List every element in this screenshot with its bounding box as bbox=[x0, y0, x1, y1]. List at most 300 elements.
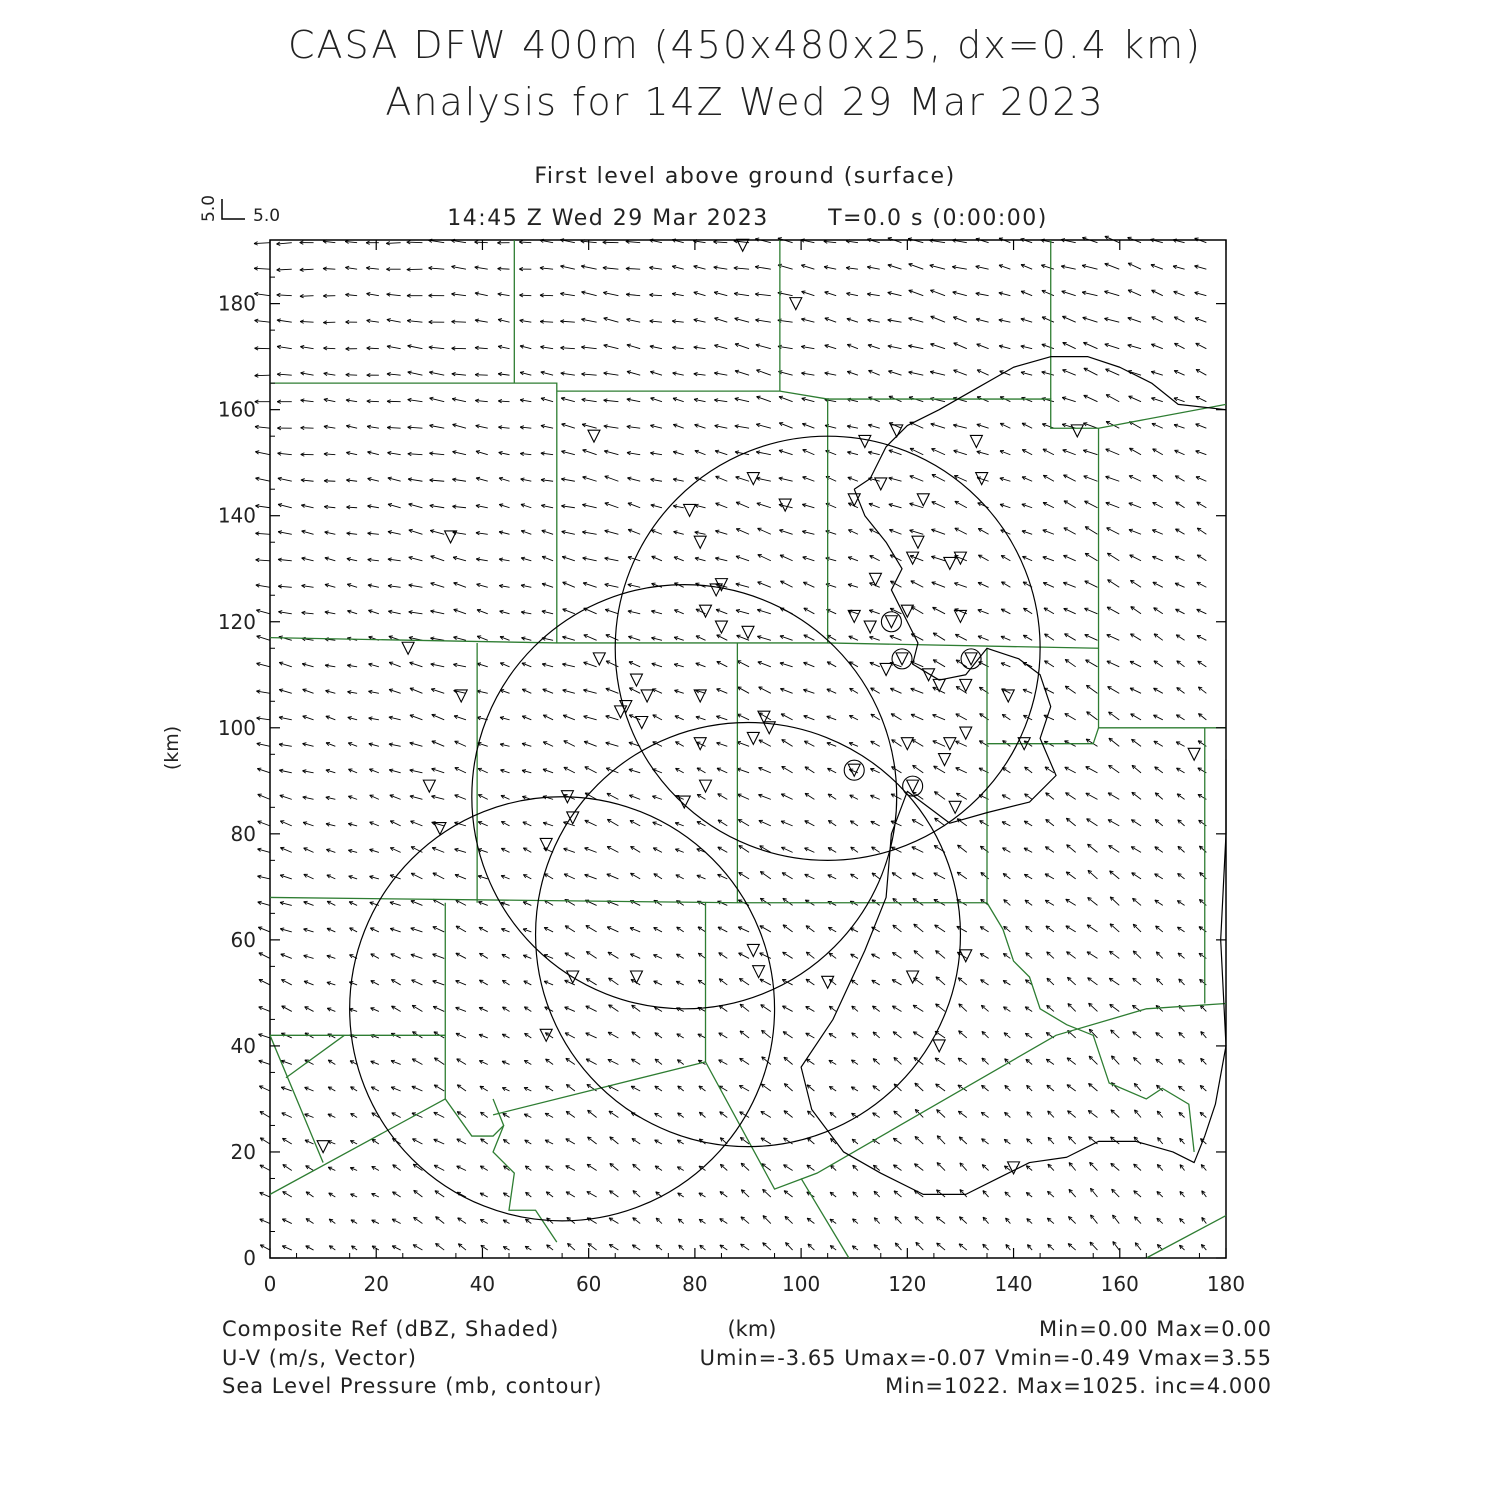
wind-vector bbox=[1021, 264, 1032, 269]
wind-vector bbox=[910, 476, 923, 482]
county-line bbox=[987, 903, 1194, 1152]
wind-vector bbox=[678, 1113, 684, 1118]
wind-vector bbox=[760, 979, 771, 985]
wind-vector bbox=[739, 845, 749, 852]
wind-vector bbox=[655, 1059, 662, 1064]
wind-vector bbox=[779, 423, 792, 429]
wind-vector bbox=[434, 1112, 444, 1117]
county-line bbox=[445, 903, 503, 1136]
wind-vector bbox=[1026, 926, 1033, 932]
wind-vector bbox=[347, 532, 358, 535]
wind-vector bbox=[434, 1165, 444, 1170]
wind-vector bbox=[1108, 793, 1119, 800]
wind-vector bbox=[433, 873, 444, 879]
wind-vector bbox=[1174, 424, 1184, 428]
wind-vector bbox=[931, 556, 945, 561]
wind-vector bbox=[1042, 423, 1054, 428]
station-marker bbox=[949, 801, 961, 813]
wind-vector bbox=[654, 981, 662, 985]
wind-vector bbox=[305, 1114, 314, 1118]
wind-vector bbox=[888, 345, 902, 349]
wind-vector bbox=[281, 1087, 292, 1091]
wind-vector bbox=[329, 1193, 336, 1197]
wind-vector bbox=[1157, 1218, 1163, 1223]
wind-vector bbox=[1107, 528, 1120, 535]
wind-vector bbox=[542, 663, 553, 667]
wind-vector bbox=[910, 530, 924, 535]
wind-vector bbox=[891, 714, 901, 720]
wind-vector bbox=[1068, 1136, 1075, 1144]
wind-vector bbox=[956, 793, 966, 799]
wind-vector bbox=[350, 1167, 357, 1170]
wind-vector bbox=[1083, 342, 1097, 348]
wind-vector bbox=[1155, 819, 1163, 825]
wind-vector bbox=[763, 1189, 771, 1197]
wind-vector bbox=[1046, 1059, 1054, 1064]
wind-vector bbox=[1004, 1033, 1010, 1038]
wind-vector bbox=[389, 743, 401, 746]
station-marker bbox=[588, 430, 600, 442]
wind-vector bbox=[1200, 1085, 1206, 1091]
wind-vector bbox=[563, 609, 575, 614]
x-axis-label: (km) bbox=[727, 1317, 777, 1341]
wind-vector bbox=[675, 849, 683, 853]
wind-vector bbox=[434, 1085, 444, 1091]
wind-vector bbox=[326, 796, 335, 799]
wind-vector bbox=[609, 1218, 618, 1224]
wind-vector bbox=[1155, 900, 1163, 905]
wind-vector bbox=[280, 821, 291, 826]
wind-vector bbox=[830, 1192, 836, 1197]
wind-vector bbox=[524, 1114, 531, 1117]
wind-vector bbox=[582, 424, 596, 429]
wind-vector bbox=[1200, 1005, 1206, 1011]
wind-vector bbox=[456, 953, 466, 958]
wind-vector bbox=[1176, 768, 1184, 773]
wind-vector bbox=[478, 875, 488, 879]
wind-vector bbox=[1065, 714, 1076, 720]
wind-vector bbox=[981, 980, 989, 985]
wind-vector bbox=[565, 953, 575, 959]
wind-vector bbox=[283, 1165, 292, 1171]
wind-vector bbox=[1180, 1191, 1185, 1197]
wind-vector bbox=[694, 346, 706, 349]
wind-vector bbox=[1109, 738, 1119, 746]
wind-vector bbox=[1062, 291, 1076, 296]
wind-vector bbox=[476, 425, 488, 429]
wind-vector bbox=[803, 662, 814, 667]
wind-vector bbox=[1086, 767, 1098, 773]
wind-vector bbox=[1000, 477, 1010, 481]
wind-vector bbox=[740, 1058, 749, 1064]
wind-vector bbox=[1157, 1191, 1163, 1197]
wind-vector bbox=[698, 927, 706, 932]
wind-vector bbox=[432, 741, 444, 746]
wind-vector bbox=[475, 373, 488, 376]
wind-vector bbox=[1025, 1007, 1032, 1012]
wind-vector bbox=[411, 980, 422, 985]
wind-vector bbox=[391, 954, 401, 959]
wind-vector bbox=[892, 873, 901, 879]
wind-vector bbox=[870, 768, 879, 772]
pressure-contours bbox=[801, 357, 1226, 1195]
wind-vector bbox=[983, 1191, 989, 1197]
wind-vector bbox=[912, 847, 923, 853]
wind-vector bbox=[260, 1111, 270, 1117]
wind-vector bbox=[827, 716, 836, 720]
wind-vector bbox=[324, 479, 335, 482]
wind-vector bbox=[652, 663, 662, 667]
wind-vector bbox=[387, 318, 401, 322]
wind-vector bbox=[391, 1060, 401, 1064]
wind-vector bbox=[477, 583, 488, 587]
wind-vector bbox=[540, 346, 553, 349]
wind-vector bbox=[1084, 501, 1097, 508]
wind-vector bbox=[1151, 344, 1162, 349]
wind-vector bbox=[278, 477, 292, 481]
wind-vector bbox=[452, 372, 466, 375]
wind-vector bbox=[542, 556, 553, 561]
wind-vector bbox=[257, 635, 270, 640]
wind-vector bbox=[1104, 318, 1119, 323]
wind-vector bbox=[870, 556, 880, 561]
wind-vector bbox=[761, 1138, 771, 1144]
wind-vector bbox=[631, 1086, 640, 1091]
wind-vector bbox=[803, 449, 815, 454]
wind-vector bbox=[1090, 1215, 1097, 1224]
wind-vector bbox=[503, 1247, 509, 1250]
elapsed-time: T=0.0 s (0:00:00) bbox=[828, 206, 1048, 231]
wind-vector bbox=[608, 1086, 618, 1091]
wind-vector bbox=[500, 690, 509, 694]
wind-vector bbox=[476, 477, 488, 481]
wind-vector bbox=[300, 345, 313, 348]
wind-vector bbox=[519, 240, 531, 243]
wind-vector bbox=[586, 1033, 597, 1038]
wind-vector bbox=[324, 372, 336, 375]
wind-vector bbox=[672, 293, 684, 296]
wind-vector bbox=[1129, 476, 1141, 482]
wind-vector bbox=[255, 319, 270, 322]
wind-vector bbox=[715, 557, 727, 561]
wind-vector bbox=[603, 266, 618, 269]
wind-vector bbox=[584, 635, 597, 641]
wind-vector bbox=[479, 1034, 488, 1038]
wind-vector bbox=[456, 1007, 466, 1011]
wind-vector bbox=[953, 317, 967, 323]
wind-vector bbox=[1174, 317, 1184, 322]
wind-vector bbox=[719, 953, 728, 959]
wind-vector bbox=[323, 321, 335, 324]
wind-vector bbox=[1134, 1110, 1141, 1118]
wind-vector bbox=[1156, 978, 1162, 985]
wind-vector bbox=[716, 716, 727, 720]
wind-vector bbox=[604, 425, 619, 428]
wind-vector bbox=[780, 581, 792, 587]
wind-vector bbox=[1022, 423, 1032, 428]
wind-vector bbox=[1131, 847, 1141, 853]
wind-vector bbox=[737, 741, 749, 746]
wind-vector bbox=[430, 637, 444, 640]
station-marker bbox=[790, 298, 802, 310]
wind-vector bbox=[541, 398, 553, 402]
wind-vector bbox=[1195, 318, 1206, 323]
wind-vector bbox=[871, 954, 879, 958]
wind-vector bbox=[349, 1008, 357, 1011]
wind-vector bbox=[1174, 291, 1185, 296]
wind-vector bbox=[853, 1192, 858, 1197]
wind-vector bbox=[1135, 1243, 1141, 1250]
wind-vector bbox=[388, 477, 401, 481]
wind-vector bbox=[502, 1088, 509, 1091]
wind-vector bbox=[255, 504, 270, 507]
wind-vector bbox=[1202, 1217, 1207, 1223]
wind-vector bbox=[954, 475, 966, 481]
wind-vector bbox=[674, 531, 684, 534]
wind-vector bbox=[849, 715, 858, 719]
wind-vector bbox=[911, 688, 924, 693]
wind-vector bbox=[370, 795, 379, 799]
wind-vector bbox=[457, 1085, 466, 1091]
wind-vector bbox=[1131, 739, 1141, 746]
wind-vector bbox=[1063, 342, 1076, 348]
wind-vector bbox=[627, 318, 641, 322]
wind-vector bbox=[630, 873, 640, 879]
wind-vector bbox=[913, 1032, 923, 1038]
wind-vector bbox=[829, 1086, 836, 1091]
wind-vector bbox=[304, 955, 314, 959]
wind-vector bbox=[911, 714, 923, 720]
wind-vector bbox=[759, 687, 771, 693]
wind-vector bbox=[781, 821, 793, 826]
wind-vector bbox=[1090, 1162, 1098, 1170]
wind-vector bbox=[807, 1085, 814, 1091]
wind-vector bbox=[805, 848, 815, 853]
wind-vector bbox=[1132, 792, 1141, 799]
wind-vector bbox=[999, 292, 1010, 296]
wind-vector bbox=[259, 953, 270, 959]
wind-vector bbox=[630, 821, 640, 826]
wind-vector bbox=[480, 1193, 488, 1197]
wind-vector bbox=[848, 477, 858, 481]
wind-vector bbox=[389, 769, 400, 773]
wind-vector bbox=[371, 981, 379, 985]
wind-vector bbox=[673, 451, 684, 455]
wind-vector bbox=[932, 582, 945, 587]
wind-vector bbox=[475, 319, 488, 322]
wind-vector bbox=[304, 981, 313, 985]
wind-vector bbox=[411, 821, 423, 826]
wind-vector bbox=[934, 792, 945, 800]
wind-vector bbox=[280, 847, 291, 852]
wind-vector bbox=[850, 795, 858, 799]
wind-vector bbox=[603, 291, 618, 295]
wind-vector bbox=[1113, 1215, 1120, 1224]
wind-vector bbox=[830, 1246, 836, 1251]
wind-vector bbox=[525, 1166, 531, 1171]
wind-vector bbox=[525, 1246, 531, 1250]
wind-vector bbox=[1106, 502, 1119, 507]
wind-vector bbox=[277, 426, 291, 429]
wind-vector bbox=[631, 846, 641, 852]
wind-vector bbox=[408, 398, 423, 401]
wind-vector bbox=[957, 845, 966, 852]
wind-vector bbox=[457, 1139, 466, 1144]
wind-vector bbox=[1134, 1164, 1141, 1170]
wind-vector bbox=[976, 318, 988, 322]
wind-vector bbox=[1088, 978, 1098, 985]
wind-vector bbox=[1132, 873, 1141, 879]
wind-vector bbox=[258, 901, 270, 905]
wind-vector bbox=[544, 874, 553, 879]
wind-vector bbox=[584, 662, 597, 667]
wind-vector bbox=[1066, 872, 1076, 879]
wind-vector bbox=[1023, 689, 1032, 693]
wind-vector bbox=[675, 822, 684, 826]
y-tick-label: 60 bbox=[230, 927, 256, 952]
wind-vector bbox=[413, 1245, 422, 1250]
wind-vector bbox=[605, 583, 619, 587]
wind-vector bbox=[956, 714, 967, 720]
wind-vector bbox=[714, 317, 727, 322]
wind-vector bbox=[431, 795, 444, 799]
wind-vector bbox=[479, 927, 488, 932]
wind-vector bbox=[1043, 449, 1054, 455]
wind-vector bbox=[955, 501, 967, 507]
wind-vector bbox=[1178, 873, 1185, 878]
wind-vector bbox=[392, 1192, 400, 1197]
wind-vector bbox=[699, 1112, 705, 1117]
footer-ref-label: Composite Ref (dBZ, Shaded) bbox=[222, 1317, 560, 1341]
wind-vector bbox=[868, 344, 880, 348]
wind-vector bbox=[1002, 768, 1010, 773]
wind-vector bbox=[500, 717, 509, 720]
wind-vector bbox=[717, 742, 728, 746]
wind-vector bbox=[1087, 819, 1098, 826]
wind-vector bbox=[1022, 530, 1032, 534]
wind-vector bbox=[1000, 450, 1010, 454]
wind-vector bbox=[737, 768, 749, 773]
station-marker bbox=[944, 557, 956, 569]
wind-vector bbox=[479, 953, 487, 958]
wind-vector bbox=[1110, 1004, 1120, 1011]
station-marker bbox=[1188, 748, 1200, 760]
wind-vector bbox=[1177, 901, 1184, 906]
wind-vector bbox=[852, 1006, 858, 1011]
wind-vector bbox=[563, 582, 575, 587]
wind-vector bbox=[674, 637, 684, 641]
wind-vector bbox=[956, 768, 967, 773]
wind-vector bbox=[328, 1060, 335, 1064]
wind-vector bbox=[1152, 423, 1163, 428]
wind-vector bbox=[1068, 1244, 1076, 1251]
wind-vector bbox=[585, 847, 597, 852]
wind-vector bbox=[719, 1060, 728, 1065]
wind-vector bbox=[763, 1216, 771, 1224]
wind-vector bbox=[608, 952, 618, 958]
wind-vector bbox=[451, 320, 465, 323]
wind-vector bbox=[959, 1137, 967, 1144]
wind-vector bbox=[350, 1194, 357, 1197]
wind-vector bbox=[1047, 1085, 1054, 1091]
wind-vector bbox=[348, 796, 357, 800]
wind-vector bbox=[889, 504, 902, 508]
wind-vector bbox=[326, 716, 335, 720]
wind-vector bbox=[1154, 608, 1163, 614]
wind-vector bbox=[410, 769, 423, 773]
station-marker bbox=[753, 966, 765, 978]
wind-vector bbox=[583, 689, 596, 693]
wind-vector bbox=[259, 1034, 270, 1038]
wind-vector bbox=[761, 1030, 770, 1038]
wind-vector bbox=[259, 979, 270, 985]
wind-vector bbox=[1025, 1033, 1032, 1038]
wind-vector bbox=[891, 767, 901, 773]
wind-vector bbox=[873, 1113, 880, 1118]
wind-vector bbox=[978, 636, 989, 640]
wind-vector bbox=[1087, 712, 1098, 720]
wind-vector bbox=[1175, 556, 1184, 560]
wind-vector bbox=[736, 476, 749, 481]
wind-vector bbox=[827, 689, 836, 693]
wind-vector bbox=[1201, 1031, 1207, 1037]
wind-vector bbox=[912, 740, 923, 747]
wind-vector bbox=[977, 370, 988, 375]
wind-vector bbox=[545, 1140, 553, 1144]
wind-vector bbox=[933, 714, 946, 719]
wind-vector bbox=[610, 1137, 619, 1144]
wind-vector bbox=[280, 902, 292, 906]
wind-vector bbox=[1105, 263, 1119, 269]
wind-vector bbox=[763, 1243, 771, 1250]
wind-vector bbox=[1085, 527, 1097, 535]
wind-vector bbox=[1043, 582, 1054, 587]
wind-vector bbox=[779, 396, 793, 402]
wind-vector bbox=[607, 846, 618, 852]
wind-vector bbox=[370, 822, 379, 826]
county-line bbox=[557, 391, 828, 399]
station-markers bbox=[317, 239, 1200, 1174]
wind-vector bbox=[1109, 712, 1120, 720]
wind-vector bbox=[306, 1166, 314, 1171]
wind-vector bbox=[324, 452, 335, 455]
wind-vector bbox=[480, 1112, 487, 1117]
wind-vector bbox=[326, 849, 335, 853]
wind-vector bbox=[697, 875, 706, 879]
wind-vector bbox=[1027, 1085, 1033, 1091]
wind-vector bbox=[874, 1191, 880, 1197]
wind-vector bbox=[1025, 794, 1033, 800]
wind-vector bbox=[347, 610, 357, 614]
wind-vector bbox=[281, 954, 292, 959]
wind-vector bbox=[304, 928, 314, 932]
wind-vector bbox=[390, 848, 400, 853]
wind-vector bbox=[694, 265, 706, 269]
wind-vector bbox=[739, 1085, 749, 1091]
wind-vector bbox=[977, 424, 989, 428]
wind-vector bbox=[257, 875, 270, 879]
radar-ring bbox=[350, 797, 775, 1221]
wind-vector bbox=[1175, 529, 1184, 534]
wind-vector bbox=[931, 529, 945, 534]
wind-vector bbox=[892, 740, 902, 747]
wind-vector bbox=[254, 242, 270, 245]
wind-vector bbox=[431, 688, 444, 693]
wind-vector bbox=[524, 1007, 531, 1012]
wind-vector bbox=[718, 794, 728, 800]
wind-vector bbox=[846, 266, 858, 269]
wind-vector bbox=[628, 503, 640, 508]
